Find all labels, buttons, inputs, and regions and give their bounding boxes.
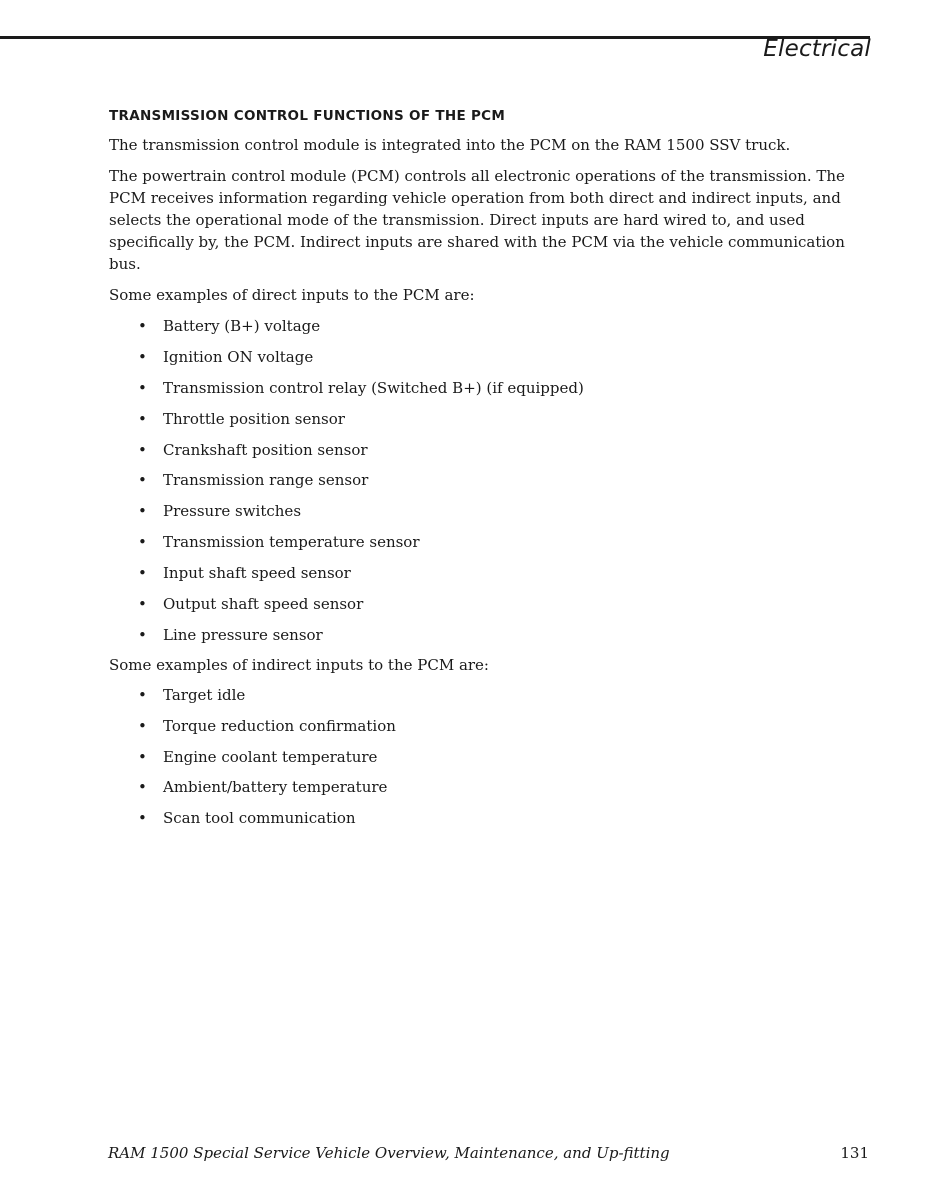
page-content [109,106,859,838]
list-item-text: Scan tool communication [163,809,356,828]
bullet-icon: • [138,347,147,366]
bullet-icon: • [138,378,147,397]
list-item [109,746,859,768]
list-item [109,715,859,737]
list-item-text: Ambient/battery temperature [163,778,388,797]
list-item-text: Battery (B+) voltage [163,317,321,335]
bullet-icon: • [138,747,147,766]
bullet-icon: • [138,625,147,644]
list-item-text: Transmission temperature sensor [163,533,420,552]
bullet-icon: • [138,317,147,335]
list-item-text: Throttle position sensor [163,409,345,428]
bullet-icon: • [138,595,147,614]
list-item [109,408,859,430]
list-item [109,377,859,399]
list-item [109,439,859,461]
list-item-text: Input shaft speed sensor [163,564,351,583]
list-item-text: Target idle [163,685,246,704]
section-title: Electrical [763,36,871,62]
bullet-icon: • [138,685,147,704]
list-item [109,684,859,706]
bullet-icon: • [138,564,147,583]
bullet-icon: • [138,471,147,490]
list-item-text: Transmission range sensor [163,471,369,490]
bullet-icon: • [138,409,147,428]
list-item [109,469,859,491]
header-rule [0,36,870,39]
bullet-icon: • [138,533,147,552]
list-item-text: Engine coolant temperature [163,747,378,766]
list-item [109,500,859,522]
list-item [109,562,859,584]
list-item [109,346,859,368]
list-item-text: Torque reduction confirmation [163,716,396,735]
bullet-icon: • [138,778,147,797]
section-heading: TRANSMISSION CONTROL FUNCTIONS OF THE PCM [109,108,506,124]
list-item [109,776,859,798]
page-number: 131 [840,1144,869,1162]
bullet-icon: • [138,809,147,828]
intro-paragraph: The transmission control module is integrated into the PCM on the RAM 1500 SSV truck. [109,136,791,154]
bullet-icon: • [138,502,147,521]
indirect-inputs-intro: Some examples of indirect inputs to the PCM are: [109,655,489,674]
pcm-description-paragraph: The powertrain control module (PCM) controls all electronic operations of the transmission. The PCM receives information regarding vehicle operation from both direct and indirect inputs, and selects the operational mode of the transmission. Direct inputs are hard wired to, and used specifically by, the PCM. Indirect inputs are shared with the PCM via the vehicle communication bus. [109,167,845,273]
list-item [109,593,859,615]
list-item-text: Pressure switches [163,502,302,521]
list-item-text: Line pressure sensor [163,625,323,644]
direct-inputs-list [109,315,859,646]
list-item [109,315,859,337]
list-item-text: Ignition ON voltage [163,347,314,366]
list-item-text: Transmission control relay (Switched B+) (if equipped) [163,378,584,397]
bullet-icon: • [138,716,147,735]
list-item-text: Crankshaft position sensor [163,440,368,459]
list-item [109,531,859,553]
bullet-icon: • [138,440,147,459]
footer-document-title: RAM 1500 Special Service Vehicle Overview, Maintenance, and Up-fitting [108,1144,670,1162]
list-item-text: Output shaft speed sensor [163,595,364,614]
indirect-inputs-list [109,684,859,830]
list-item [109,807,859,829]
list-item [109,624,859,646]
direct-inputs-intro: Some examples of direct inputs to the PCM are: [109,286,475,304]
